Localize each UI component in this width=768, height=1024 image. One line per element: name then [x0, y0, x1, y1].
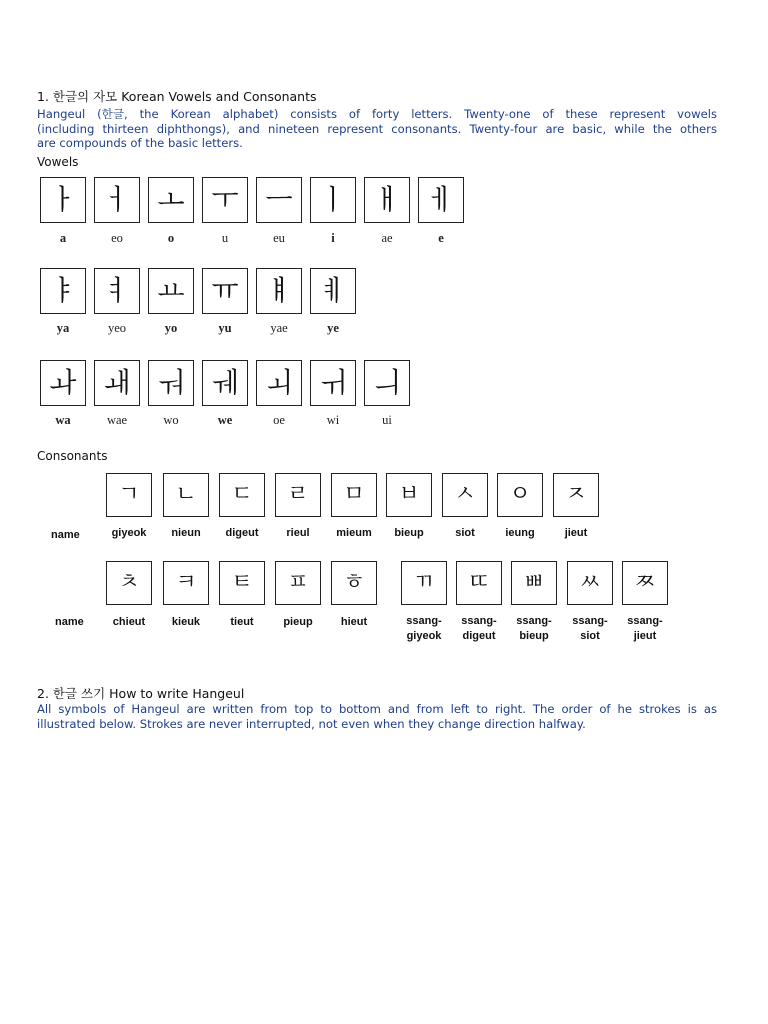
- letter-box: ㅃ: [511, 561, 557, 605]
- consonant-name: chieut: [112, 616, 146, 628]
- letter-box: ㅈ: [553, 473, 599, 517]
- letter-box: ㅝ: [148, 360, 194, 406]
- letter-box: ㅊ: [106, 561, 152, 605]
- romanization-label: a: [59, 231, 67, 245]
- letter-box: ㅙ: [94, 360, 140, 406]
- letter-box: ㅑ: [40, 268, 86, 314]
- romanization-label: yu: [218, 321, 232, 335]
- consonant-name-line1: ssang-: [627, 615, 663, 627]
- romanization-label: u: [221, 231, 229, 245]
- intro-line: (including thirteen diphthongs), and nineteen represent consonants. Twenty-four are basic, while the others: [37, 121, 717, 136]
- letter-box: ㅋ: [163, 561, 209, 605]
- consonant-name: ieung: [505, 527, 535, 539]
- section-2-heading: 2. 한글 쓰기 How to write Hangeul: [37, 686, 245, 701]
- letter-box: ㅌ: [219, 561, 265, 605]
- letter-box: ㅓ: [94, 177, 140, 223]
- romanization-label: yae: [270, 321, 288, 335]
- letter-box: ㅅ: [442, 473, 488, 517]
- romanization-label: eo: [111, 231, 123, 245]
- consonant-name: giyeok: [111, 527, 147, 539]
- romanization-label: ae: [381, 231, 393, 245]
- intro-line: are compounds of the basic letters.: [37, 136, 243, 150]
- letter-box: ㅖ: [310, 268, 356, 314]
- section-1-heading: 1. 한글의 자모 Korean Vowels and Consonants: [37, 89, 317, 104]
- letter-box: ㅕ: [94, 268, 140, 314]
- letter-box: ㄲ: [401, 561, 447, 605]
- romanization-label: wo: [163, 413, 179, 427]
- consonant-name-line1: ssang-: [461, 615, 497, 627]
- romanization-label: yo: [164, 321, 178, 335]
- romanization-label: ye: [327, 321, 339, 335]
- letter-box: ㅔ: [418, 177, 464, 223]
- letter-box: ㅒ: [256, 268, 302, 314]
- section-2-paragraph: [37, 702, 717, 731]
- consonant-name-line1: ssang-: [406, 615, 442, 627]
- consonant-name: digeut: [225, 527, 259, 539]
- consonant-name: mieum: [336, 527, 372, 539]
- body-line: illustrated below. Strokes are never interrupted, not even when they change direction halfway.: [37, 716, 586, 731]
- letter-box: ㅡ: [256, 177, 302, 223]
- letter-box: ㅐ: [364, 177, 410, 223]
- consonant-name-line1: ssang-: [572, 615, 608, 627]
- intro-paragraph: [37, 107, 717, 151]
- letter-box: ㅛ: [148, 268, 194, 314]
- romanization-label: wa: [55, 413, 71, 427]
- letter-box: ㅍ: [275, 561, 321, 605]
- name-row-label: name: [55, 616, 84, 628]
- letter-box: ㅚ: [256, 360, 302, 406]
- consonant-name: nieun: [171, 527, 201, 539]
- letter-box: ㅎ: [331, 561, 377, 605]
- romanization-label: wae: [106, 413, 128, 427]
- consonant-name: pieup: [283, 616, 313, 628]
- romanization-label: e: [438, 231, 444, 245]
- consonant-name-line2: giyeok: [406, 630, 442, 642]
- consonant-name-line2: bieup: [519, 630, 549, 642]
- letter-box: ㅣ: [310, 177, 356, 223]
- romanization-label: ui: [382, 413, 392, 427]
- vowels-label: Vowels: [37, 155, 79, 169]
- consonant-name: rieul: [286, 527, 310, 539]
- intro-line: Hangeul (한글, the Korean alphabet) consists of forty letters. Twenty-one of these represent vowels: [37, 107, 717, 121]
- name-row-label: name: [51, 529, 80, 541]
- consonant-name-line1: ssang-: [516, 615, 552, 627]
- consonants-label: Consonants: [37, 449, 108, 463]
- letter-box: ㅠ: [202, 268, 248, 314]
- letter-box: ㅞ: [202, 360, 248, 406]
- consonant-name: kieuk: [171, 616, 201, 628]
- romanization-label: eu: [273, 231, 285, 245]
- consonant-name: tieut: [230, 616, 254, 628]
- letter-box: ㅗ: [148, 177, 194, 223]
- letter-box: ㅉ: [622, 561, 668, 605]
- consonant-name-line2: jieut: [633, 630, 657, 642]
- letter-box: ㅂ: [386, 473, 432, 517]
- romanization-label: wi: [326, 413, 340, 427]
- letter-box: ㅆ: [567, 561, 613, 605]
- letter-box: ㅏ: [40, 177, 86, 223]
- letter-box: ㅘ: [40, 360, 86, 406]
- romanization-label: oe: [273, 413, 285, 427]
- consonant-name-line2: siot: [580, 630, 600, 642]
- body-line: All symbols of Hangeul are written from top to bottom and from left to right. The order of he strokes is as: [37, 702, 717, 716]
- letter-box: ㅇ: [497, 473, 543, 517]
- romanization-label: we: [217, 413, 233, 427]
- letter-box: ㄷ: [219, 473, 265, 517]
- letter-box: ㅟ: [310, 360, 356, 406]
- romanization-label: i: [331, 231, 335, 245]
- letter-box: ㄱ: [106, 473, 152, 517]
- consonant-name: siot: [455, 527, 475, 539]
- consonant-name: bieup: [394, 527, 424, 539]
- romanization-label: ya: [56, 321, 70, 335]
- letter-box: ㄴ: [163, 473, 209, 517]
- letter-box: ㅜ: [202, 177, 248, 223]
- letter-box: ㅢ: [364, 360, 410, 406]
- letter-box: ㄹ: [275, 473, 321, 517]
- consonant-name: hieut: [340, 616, 368, 628]
- romanization-label: o: [167, 231, 175, 245]
- romanization-label: yeo: [107, 321, 127, 335]
- letter-box: ㄸ: [456, 561, 502, 605]
- consonant-name-line2: digeut: [462, 630, 496, 642]
- letter-box: ㅁ: [331, 473, 377, 517]
- consonant-name: jieut: [564, 527, 588, 539]
